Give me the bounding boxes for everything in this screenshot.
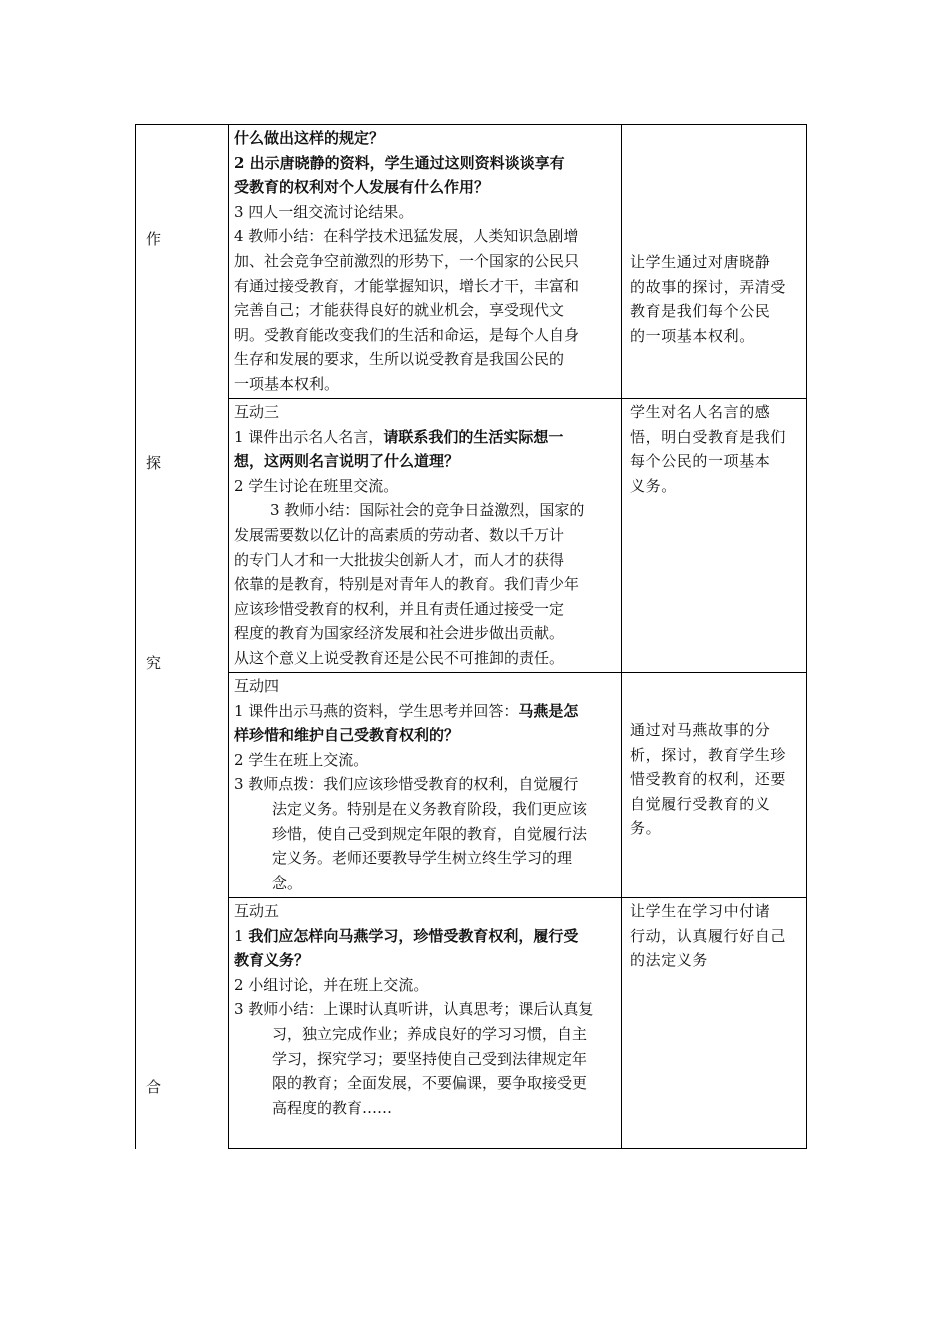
- row-divider-1: [228, 398, 807, 399]
- block4-line: [234, 1071, 618, 1096]
- block3-line: [234, 846, 618, 871]
- block4-text: 3 教师小结：上课时认真听讲，认真思考；课后认真复: [234, 1000, 594, 1019]
- side-label-2: 探: [146, 454, 162, 472]
- block1-line: 4 教师小结：在科学技术迅猛发展，人类知识急剧增: [234, 227, 579, 246]
- block3-text: 马燕是怎: [518, 701, 579, 720]
- block3-text: 珍惜，使自己受到规定年限的教育，自觉履行法: [272, 824, 588, 843]
- block2-text: 2 学生讨论在班里交流。: [234, 476, 399, 495]
- block2-text: 应该珍惜受教育的权利，并且有责任通过接受一定: [234, 599, 565, 618]
- block2-text: 从这个意义上说受教育还是公民不可推卸的责任。: [234, 648, 565, 667]
- block2-text: 程度的教育为国家经济发展和社会进步做出贡献。: [234, 624, 565, 643]
- block3-text: 3 教师点拨：我们应该珍惜受教育的权利，自觉履行: [234, 775, 579, 794]
- block1-content: [234, 126, 618, 397]
- block3-heading: 互动四: [234, 677, 280, 695]
- block1-line: 一项基本权利。: [234, 374, 340, 393]
- block3-line: [234, 822, 618, 847]
- block3-line: [234, 699, 618, 724]
- block3-line: [234, 772, 618, 797]
- block4-goal: [630, 899, 802, 973]
- block1-goal-line: 教育是我们每个公民: [630, 302, 771, 321]
- block2-text: 3 教师小结：国际社会的竞争日益激烈，国家的: [270, 501, 585, 520]
- block2-text: 依靠的是教育，特别是对青年人的教育。我们青少年: [234, 575, 580, 594]
- block1-line: 2 出示唐晓静的资料，学生通过这则资料谈谈享有: [234, 153, 565, 172]
- block3-goal-line: 务。: [630, 819, 662, 838]
- block2-line: [234, 597, 618, 622]
- block3-content: [234, 674, 618, 895]
- table-left-border: [135, 124, 136, 1149]
- block2-goal: [630, 400, 802, 498]
- block2-text: 想，这两则名言说明了什么道理？: [234, 452, 460, 471]
- table-bottom-border: [228, 1148, 807, 1149]
- block2-text: 请联系我们的生活实际想一: [383, 427, 564, 446]
- block2-line: [234, 621, 618, 646]
- block1-line: 3 四人一组交流讨论结果。: [234, 202, 414, 221]
- block3-goal: [630, 718, 802, 841]
- row-divider-2: [228, 672, 807, 673]
- block3-text: 念。: [272, 873, 303, 892]
- block2-goal-line: 义务。: [630, 476, 677, 495]
- side-label-1: 作: [146, 230, 162, 248]
- block2-goal-line: 每个公民的一项基本: [630, 452, 771, 471]
- block2-line: [234, 498, 618, 523]
- block2-line: [234, 449, 618, 474]
- block4-line: [234, 997, 618, 1022]
- block4-line: [234, 1047, 618, 1072]
- block4-content: [234, 899, 618, 1120]
- block1-line: 完善自己；才能获得良好的就业机会，享受现代文: [234, 301, 565, 320]
- block2-line: [234, 646, 618, 671]
- block2-line: [234, 523, 618, 548]
- block2-line: [234, 474, 618, 499]
- block4-text: 我们应怎样向马燕学习，珍惜受教育权利，履行受: [248, 926, 579, 945]
- block3-line: [234, 748, 618, 773]
- block3-text: 法定义务。特别是在义务教育阶段，我们更应该: [272, 799, 588, 818]
- block4-text: 1: [234, 926, 249, 945]
- block2-goal-line: 悟，明白受教育是我们: [630, 427, 787, 446]
- block4-goal-line: 行动，认真履行好自己: [630, 926, 787, 945]
- block3-text: 1 课件出示马燕的资料，学生思考并回答：: [234, 701, 519, 720]
- block1-line: 加、社会竞争空前激烈的形势下，一个国家的公民只: [234, 251, 580, 270]
- block3-text: 样珍惜和维护自己受教育权利的？: [234, 726, 460, 745]
- block3-goal-line: 通过对马燕故事的分: [630, 721, 771, 739]
- block1-line: 有通过接受教育，才能掌握知识，增长才干，丰富和: [234, 276, 580, 295]
- block2-line: [234, 572, 618, 597]
- block4-line: [234, 973, 618, 998]
- block4-text: 2 小组讨论，并在班上交流。: [234, 975, 429, 994]
- block2-line: [234, 425, 618, 450]
- block3-line: [234, 723, 618, 748]
- block2-goal-line: 学生对名人名言的感: [630, 403, 771, 421]
- side-label-4: 合: [146, 1078, 162, 1096]
- table-right-border: [806, 124, 807, 1149]
- side-label-3: 究: [146, 654, 162, 672]
- block3-line: [234, 871, 618, 896]
- block4-goal-line: 的法定义务: [630, 951, 709, 970]
- table-top-border: [135, 124, 807, 125]
- block3-goal-line: 析，探讨，教育学生珍: [630, 745, 787, 764]
- block4-line: [234, 1096, 618, 1121]
- block2-heading: 互动三: [234, 403, 280, 421]
- block4-text: 教育义务？: [234, 951, 310, 970]
- block3-goal-line: 惜受教育的权利，还要: [630, 770, 787, 789]
- block4-heading: 互动五: [234, 902, 280, 920]
- block3-goal-line: 自觉履行受教育的义: [630, 794, 771, 813]
- block1-line: 受教育的权利对个人发展有什么作用？: [234, 178, 490, 197]
- block4-text: 学习，探究学习；要坚持使自己受到法律规定年: [272, 1049, 588, 1068]
- block4-line: [234, 948, 618, 973]
- block4-text: 习，独立完成作业；养成良好的学习习惯，自主: [272, 1024, 588, 1043]
- block1-line: 生存和发展的要求，生所以说受教育是我国公民的: [234, 350, 565, 369]
- block1-goal-line: 让学生通过对唐晓静: [630, 253, 771, 271]
- block4-text: 高程度的教育……: [272, 1098, 393, 1117]
- block4-line: [234, 1022, 618, 1047]
- block3-text: 2 学生在班上交流。: [234, 750, 369, 769]
- block1-goal-line: 的故事的探讨，弄清受: [630, 277, 787, 296]
- block2-text: 1 课件出示名人名言，: [234, 427, 384, 446]
- block4-goal-line: 让学生在学习中付诸: [630, 902, 771, 920]
- block4-text: 限的教育；全面发展，不要偏课，要争取接受更: [272, 1074, 588, 1093]
- block2-text: 发展需要数以亿计的高素质的劳动者、数以千万计: [234, 525, 565, 544]
- block3-text: 定义务。老师还要教导学生树立终生学习的理: [272, 849, 573, 868]
- block2-text: 的专门人才和一大批拔尖创新人才，而人才的获得: [234, 550, 565, 569]
- row-divider-3: [228, 897, 807, 898]
- table-col-divider-2: [621, 124, 622, 1149]
- block1-goal-line: 的一项基本权利。: [630, 326, 755, 345]
- block1-line: 明。受教育能改变我们的生活和命运，是每个人自身: [234, 325, 580, 344]
- block3-line: [234, 797, 618, 822]
- block1-line: 什么做出这样的规定？: [234, 129, 385, 147]
- block1-goal: [630, 250, 802, 348]
- block2-line: [234, 548, 618, 573]
- block2-content: [234, 400, 618, 671]
- block4-line: [234, 924, 618, 949]
- table-col-divider-1: [228, 124, 229, 1149]
